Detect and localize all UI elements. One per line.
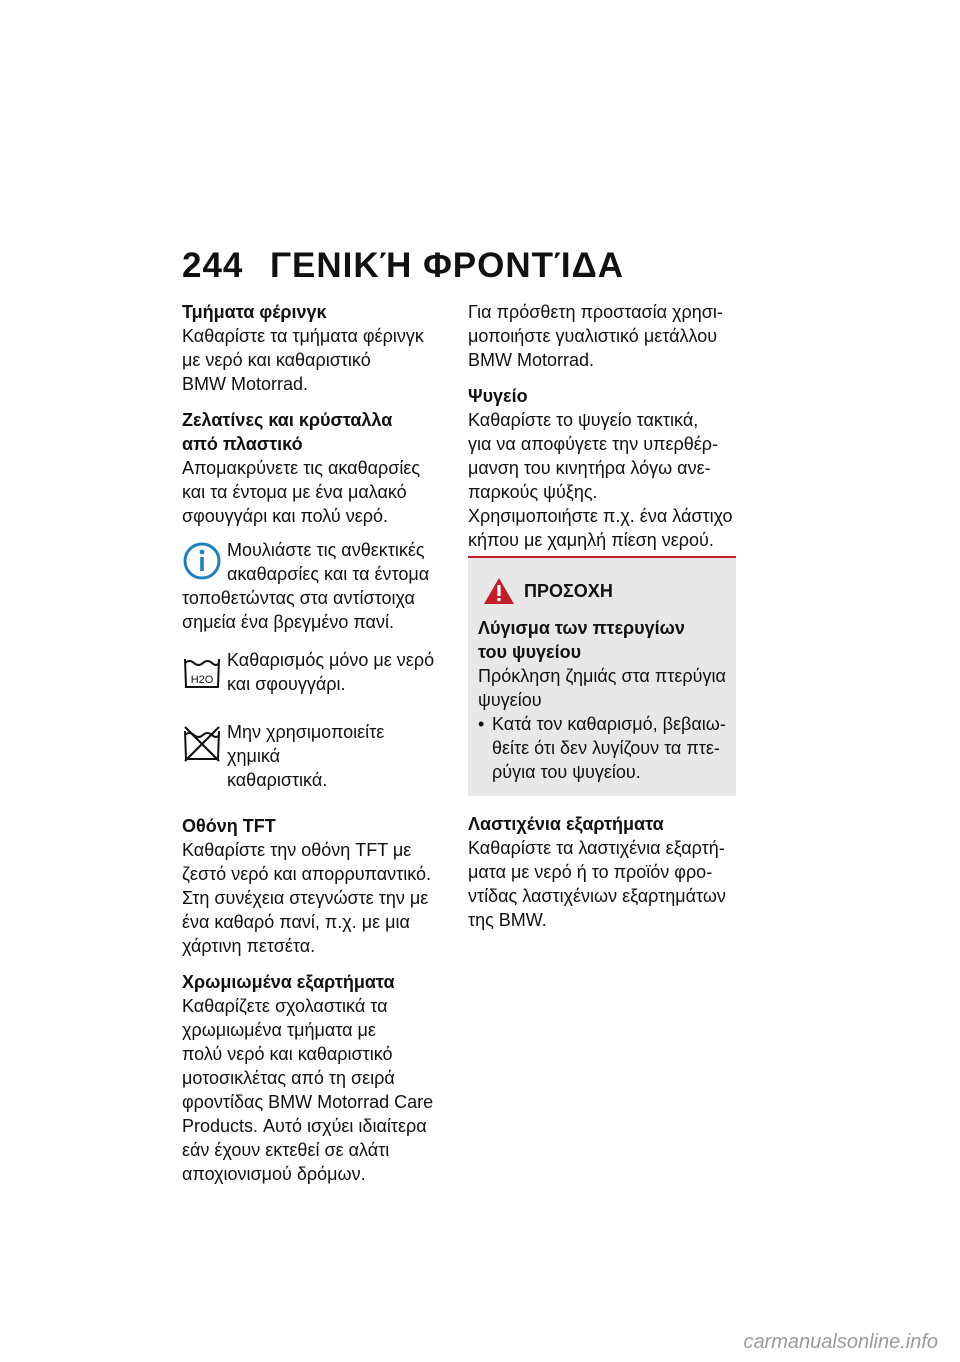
page-title: ΓΕΝΙΚΉ ΦΡΟΝΤΊΔΑ	[270, 246, 625, 285]
no-chemicals-icon	[182, 723, 222, 763]
section-tft	[182, 814, 440, 958]
section-heading: Ζελατίνες και κρύσταλλα από πλαστικό	[182, 410, 393, 454]
section-text: Καθαρίστε τα λαστιχένια εξαρτή- ματα με νερό ή το προϊόν φρο- ντίδας λαστιχένιων εξαρτημάτων της BMW.	[468, 838, 726, 930]
section-text: Απομακρύνετε τις ακαθαρσίες και τα έντομα με ένα μαλακό σφουγγάρι και πολύ νερό.	[182, 458, 421, 526]
page-header	[182, 246, 624, 286]
section-heading: Λαστιχένια εξαρτήματα	[468, 814, 664, 834]
section-fairing	[182, 300, 440, 396]
section-heading: Τμήματα φέρινγκ	[182, 302, 327, 322]
warning-heading: Λύγισμα των πτερυγίων του ψυγείου	[478, 618, 685, 662]
section-text: Καθαρίζετε σχολαστικά τα χρωμιωμένα τμήματα με πολύ νερό και καθαριστικό μοτοσικλέτας από τη σειρά φροντίδας BMW Motorrad Care Products. Αυτό ισχύει ιδιαίτερα εάν έχουν εκτεθεί σε αλάτι αποχιονισμού δρόμων.	[182, 996, 434, 1184]
warning-bullet	[478, 712, 736, 784]
note-text: Καθαρισμός μόνο με νερό και σφουγγάρι.	[227, 650, 435, 694]
section-heading: Χρωμιωμένα εξαρτήματα	[182, 972, 395, 992]
warning-triangle-icon	[482, 576, 516, 606]
section-text: Καθαρίστε τα τμήματα φέρινγκ με νερό και καθαριστικό BMW Motorrad.	[182, 326, 424, 394]
note-text-continued: τοποθετώντας στα αντίστοιχα σημεία ένα βρεγμένο πανί.	[182, 588, 415, 632]
note-no-chemicals	[182, 720, 440, 792]
water-only-icon	[182, 651, 222, 691]
icon-label: H2O	[190, 674, 214, 686]
section-rubber	[468, 812, 736, 932]
section-radiator	[468, 384, 736, 552]
section-windshield	[182, 408, 440, 528]
right-column	[468, 300, 736, 944]
note-water	[182, 648, 440, 696]
section-metal-polish	[468, 300, 736, 372]
watermark: carmanualsonline.info	[743, 1331, 938, 1353]
warning-text: Πρόκληση ζημιάς στα πτερύγια ψυγείου	[478, 666, 726, 710]
section-text: Καθαρίστε την οθόνη TFT με ζεστό νερό και απορρυπαντικό. Στη συνέχεια στεγνώστε την με ένα καθαρό πανί, π.χ. με μια χάρτινη πετσέτα.	[182, 840, 432, 956]
warning-title	[482, 576, 736, 606]
page-number: 244	[182, 246, 244, 285]
section-heading: Ψυγείο	[468, 386, 528, 406]
left-column	[182, 300, 440, 1198]
info-icon	[182, 541, 222, 581]
warning-box	[468, 558, 736, 796]
warning-label: ΠΡΟΣΟΧΗ	[524, 580, 613, 601]
bullet-text: Κατά τον καθαρισμό, βεβαιω- θείτε ότι δεν λυγίζουν τα πτε- ρύγια του ψυγείου.	[492, 714, 726, 782]
note-text: Μουλιάστε τις ανθεκτικές ακαθαρσίες και τα έντομα	[227, 540, 430, 584]
section-text: Για πρόσθετη προστασία χρησι- μοποιήστε γυαλιστικό μετάλλου BMW Motorrad.	[468, 302, 723, 370]
section-text: Καθαρίστε το ψυγείο τακτικά, για να αποφύγετε την υπερθέρ- μανση του κινητήρα λόγω ανε- παρκούς ψύξης. Χρησιμοποιήστε π.χ. ένα λάστιχο κήπου με χαμηλή πίεση νερού.	[468, 410, 733, 550]
note-info	[182, 538, 440, 634]
note-text: Μην χρησιμοποιείτε χημικά καθαριστικά.	[227, 722, 385, 790]
bullet-mark: •	[478, 714, 485, 734]
section-chrome	[182, 970, 440, 1186]
section-heading: Οθόνη TFT	[182, 816, 276, 836]
